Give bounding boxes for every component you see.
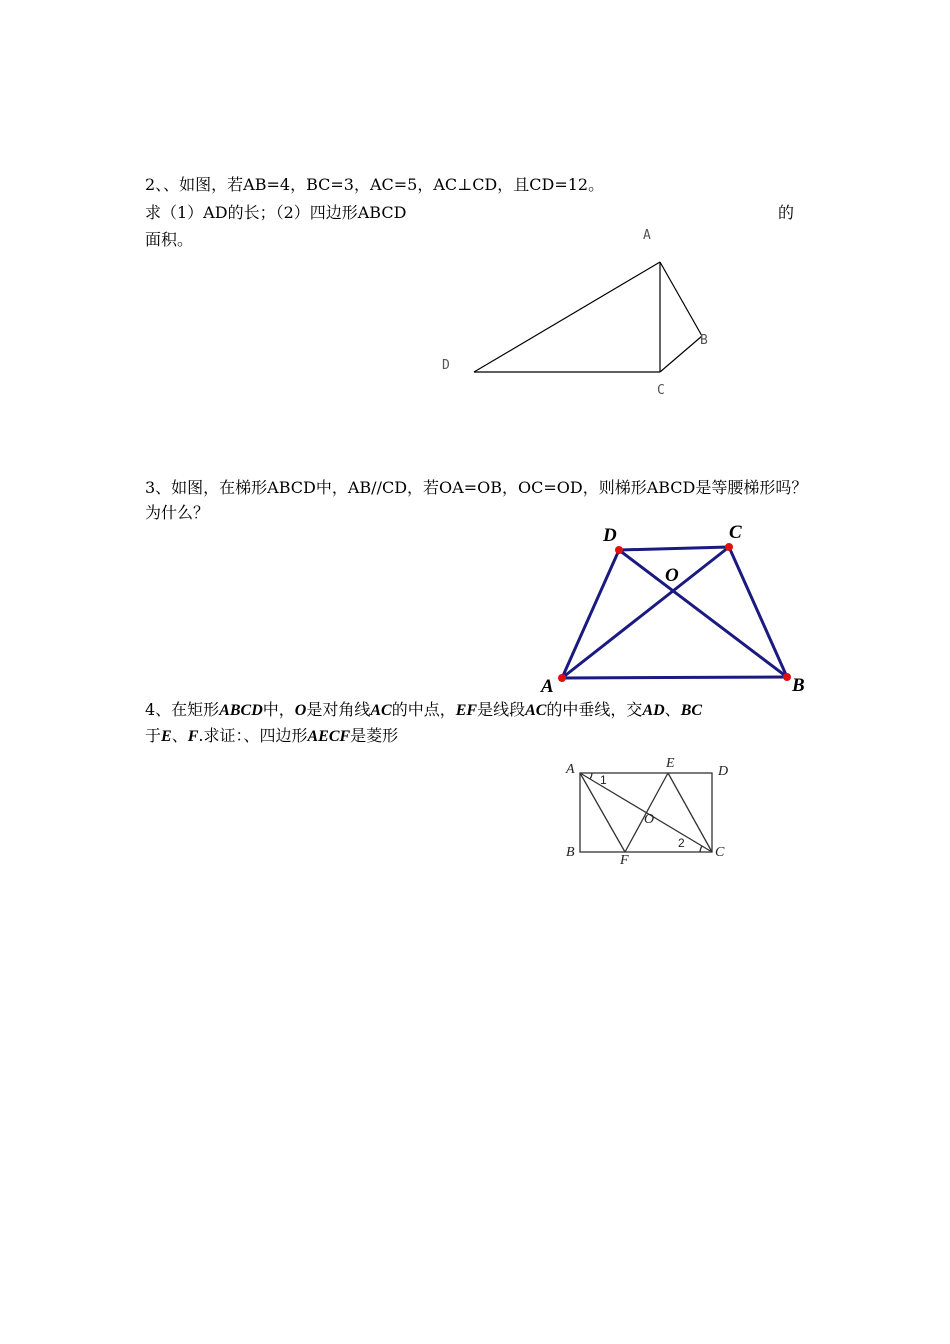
p4-t8: 是线段: [477, 700, 526, 719]
p4-t2: 中，: [262, 700, 295, 719]
p4-t12: 、: [664, 700, 681, 719]
fig2-label-C: C: [657, 383, 665, 398]
fig4-label-B: B: [566, 845, 575, 860]
p4-t9: AC: [525, 702, 547, 719]
p4-t5: AC: [370, 702, 392, 719]
problem3-line1: 3、如图，在梯形ABCD中，AB//CD，若OA=OB，OC=OD，则梯形ABCD是等腰梯形吗？: [145, 478, 808, 497]
fig4-label-C: C: [715, 845, 725, 860]
fig3-label-A: A: [541, 676, 554, 697]
p4-t11: AD: [642, 702, 665, 719]
fig4-angle-1-label: 1: [600, 773, 607, 787]
fig4-label-D: D: [718, 764, 729, 779]
p4-t7: EF: [455, 702, 478, 719]
fig4-seg-EC: [668, 773, 712, 852]
fig4-label-F: F: [620, 853, 629, 868]
p4-u2: 、: [171, 726, 188, 745]
p4-u5: AECF: [307, 728, 351, 745]
fig2-label-B: B: [700, 333, 708, 348]
p4-u6: 是菱形: [350, 726, 399, 745]
p4-u3: F: [187, 728, 199, 745]
p4-t1: ABCD: [219, 702, 263, 719]
p4-u0: 于: [145, 726, 162, 745]
fig2-label-D: D: [442, 358, 450, 373]
fig4-label-O: O: [644, 812, 655, 827]
p4-t13: BC: [680, 702, 703, 719]
fig4-label-E: E: [666, 756, 675, 771]
problem2-line3: 面积。: [145, 230, 194, 249]
fig3-label-D: D: [603, 525, 617, 546]
fig4-label-A: A: [566, 762, 575, 777]
fig4-angle-2-label: 2: [678, 836, 685, 850]
p4-t4: 是对角线: [306, 700, 371, 719]
fig3-label-C: C: [729, 522, 742, 543]
p4-u4: .求证：、四边形: [198, 726, 308, 745]
p4-t0: 4、在矩形: [145, 700, 220, 719]
p4-t6: 的中点，: [391, 700, 456, 719]
problem2-line2-left: 求（1）AD的长；（2）四边形ABCD: [145, 203, 407, 222]
fig3-label-B: B: [792, 675, 805, 696]
fig2-label-A: A: [643, 228, 651, 243]
problem2-line2-right: 的: [778, 203, 795, 222]
p4-t10: 的中垂线，交: [546, 700, 643, 719]
p4-u1: E: [161, 728, 172, 745]
fig4-angle-2-arc: [700, 846, 702, 852]
problem3-line2: 为什么？: [145, 503, 210, 522]
problem2-line1: 2、、如图，若AB=4，BC=3，AC=5，AC⊥CD，且CD=12。: [145, 175, 605, 194]
fig3-label-O: O: [665, 565, 679, 586]
fig4-angle-1-arc: [590, 773, 592, 779]
p4-t3: O: [294, 702, 307, 719]
